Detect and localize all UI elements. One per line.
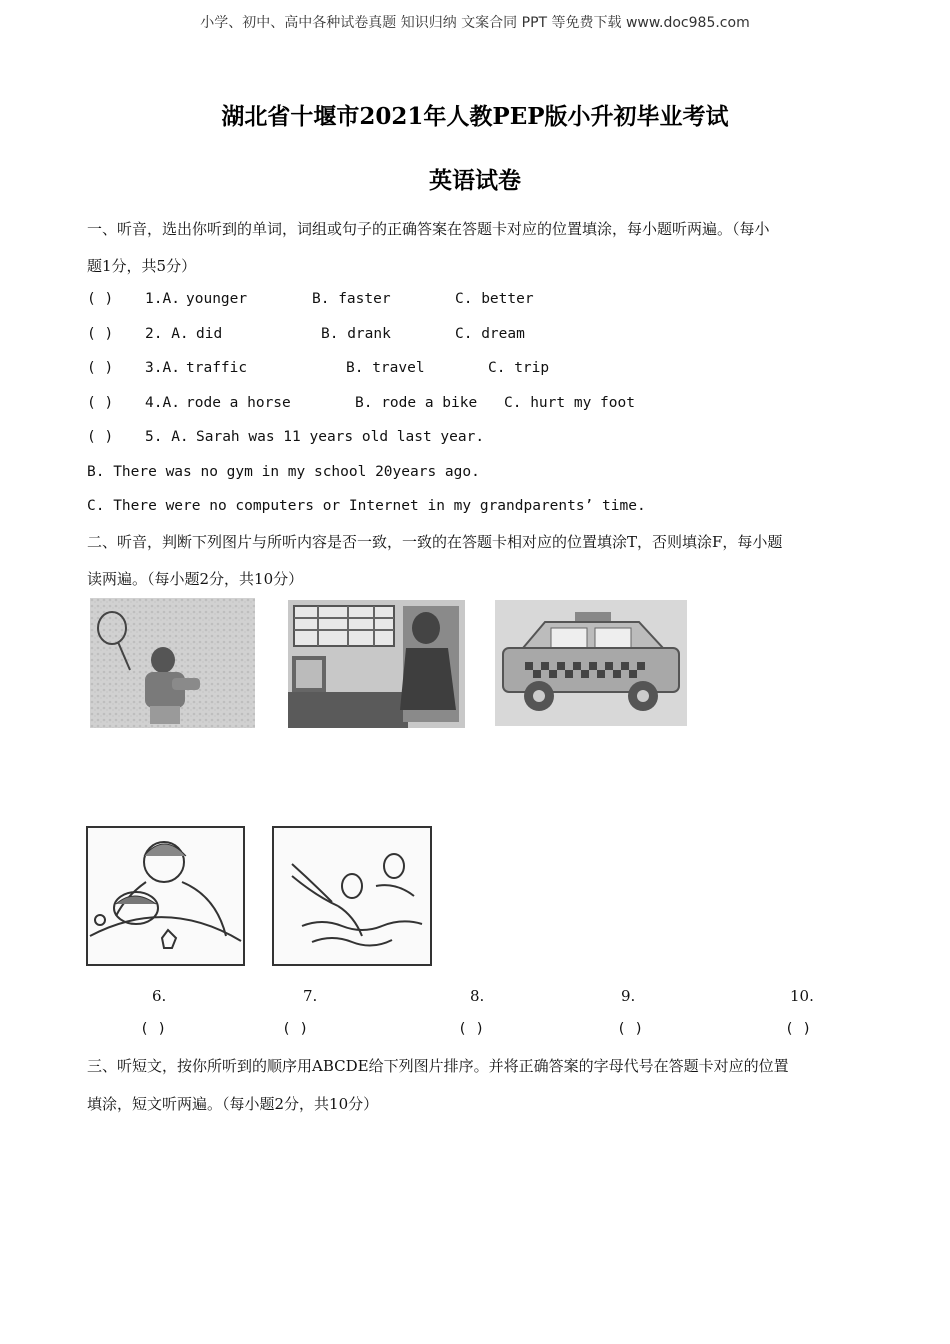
option-c: C. dream (455, 326, 525, 342)
option-b: B. faster (312, 291, 391, 307)
answer-blank[interactable]: ( ) (87, 360, 114, 376)
question-number: 3.A. (145, 360, 180, 376)
option-a: rode a horse (186, 395, 291, 411)
option-b: B. rode a bike (355, 395, 478, 411)
option-a: traffic (186, 360, 248, 376)
option-b: B. drank (321, 326, 391, 342)
option-a: Sarah was 11 years old last year. (196, 429, 485, 445)
answer-blank[interactable]: ( ) (87, 291, 114, 307)
question-5-option-c: C. There were no computers or Internet in my grandparents’ time. (87, 498, 646, 514)
question-5-option-b: B. There was no gym in my school 20years ago. (87, 464, 480, 480)
site-banner: 小学、初中、高中各种试卷真题 知识归纳 文案合同 PPT 等免费下载 www.doc985.com (200, 15, 750, 31)
question-number: 4.A. (145, 395, 180, 411)
section3-instruction-line2: 填涂，短文听两遍。（每小题2分，共10分） (87, 1095, 379, 1113)
question-number: 2. A. (145, 326, 189, 342)
answer-blank[interactable]: ( ) (87, 395, 114, 411)
answer-blank[interactable]: ( ) (87, 429, 114, 445)
section2-instruction-line1: 二、听音，判断下列图片与所听内容是否一致，一致的在答题卡相对应的位置填涂T，否则填涂F，每小题 (87, 533, 783, 551)
answer-blank[interactable]: ( ) (458, 1021, 485, 1037)
exam-title: 湖北省十堰市2021年人教PEP版小升初毕业考试 (221, 103, 729, 130)
answer-blank[interactable]: ( ) (282, 1021, 309, 1037)
question-number: 5. A. (145, 429, 189, 445)
man-at-window-icon (288, 600, 465, 728)
picture-number: 9. (621, 987, 636, 1005)
swimmers-icon (272, 826, 432, 966)
picture-number: 6. (152, 987, 167, 1005)
picture-number: 8. (470, 987, 485, 1005)
question-number: 1.A. (145, 291, 180, 307)
taxi-icon (495, 600, 687, 726)
option-a: did (196, 326, 223, 342)
section1-instruction-line2: 题1分，共5分） (87, 257, 197, 275)
answer-blank[interactable]: ( ) (785, 1021, 812, 1037)
option-c: C. better (455, 291, 534, 307)
answer-blank[interactable]: ( ) (87, 326, 114, 342)
mother-and-baby-icon (86, 826, 245, 966)
answer-blank[interactable]: ( ) (140, 1021, 167, 1037)
option-c: C. hurt my foot (504, 395, 635, 411)
picture-number: 10. (790, 987, 814, 1005)
section3-instruction-line1: 三、听短文，按你所听到的顺序用ABCDE给下列图片排序。并将正确答案的字母代号在答题卡对应的位置 (87, 1057, 789, 1075)
exam-subtitle: 英语试卷 (429, 167, 521, 194)
section2-instruction-line2: 读两遍。（每小题2分，共10分） (87, 570, 304, 588)
answer-blank[interactable]: ( ) (617, 1021, 644, 1037)
option-b: B. travel (346, 360, 425, 376)
boy-with-badminton-icon (90, 598, 255, 728)
option-c: C. trip (488, 360, 550, 376)
picture-number: 7. (303, 987, 318, 1005)
option-a: younger (186, 291, 248, 307)
section1-instruction-line1: 一、听音，选出你听到的单词，词组或句子的正确答案在答题卡对应的位置填涂，每小题听两遍。（每小 (87, 220, 770, 238)
